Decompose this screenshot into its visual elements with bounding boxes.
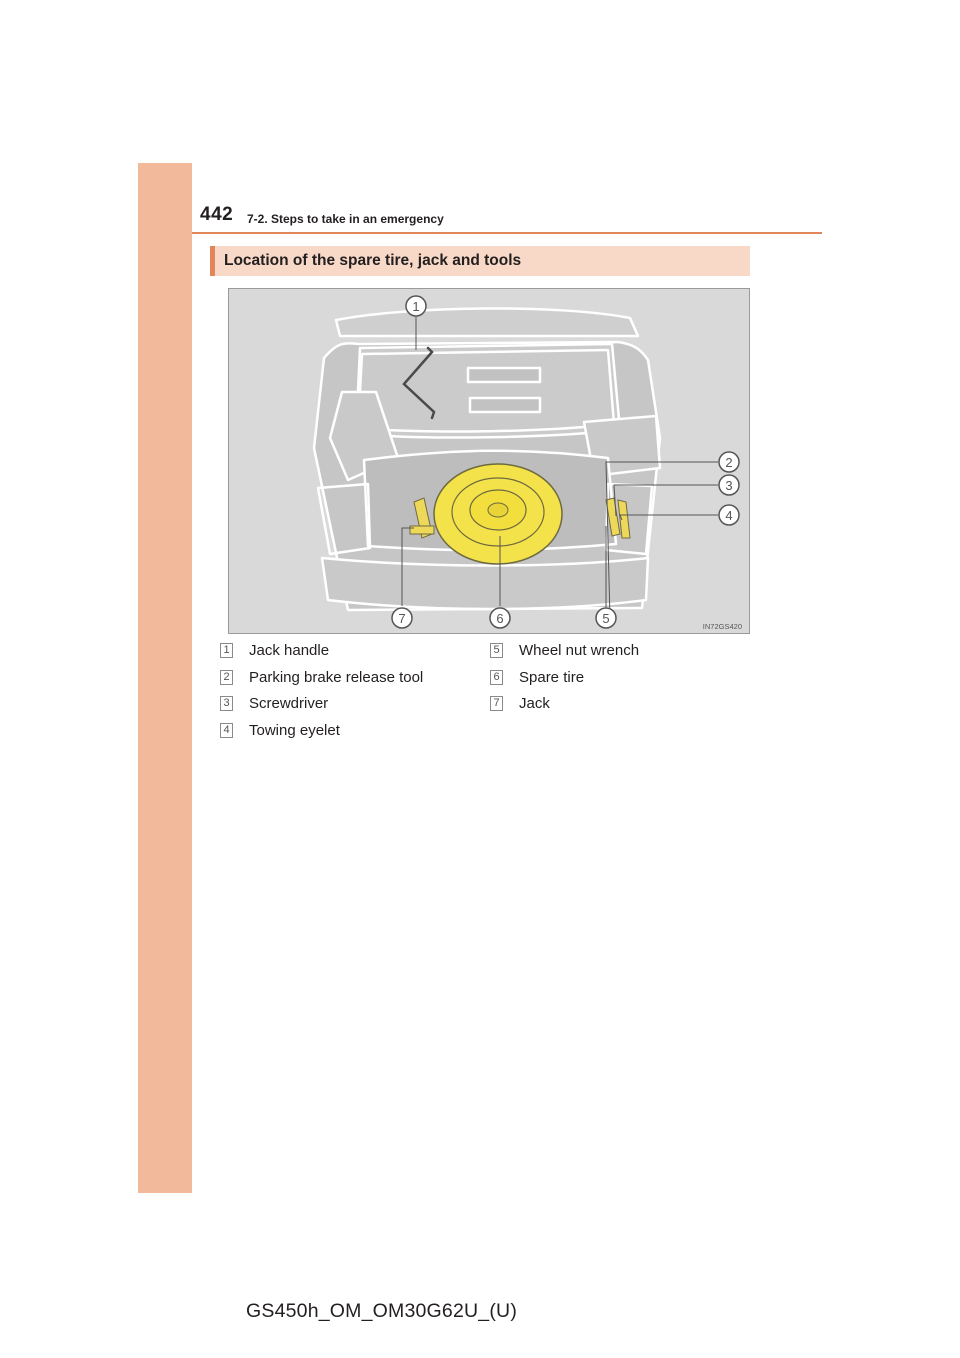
callout-1: 1 <box>412 299 420 314</box>
legend-number: 1 <box>220 643 233 658</box>
legend-number: 5 <box>490 643 503 658</box>
legend-label: Wheel nut wrench <box>519 641 640 659</box>
callout-3: 3 <box>725 478 733 493</box>
legend-label: Spare tire <box>519 668 585 686</box>
legend-label: Jack <box>519 694 550 712</box>
header-rule <box>192 232 822 234</box>
section-title: 7-2. Steps to take in an emergency <box>247 212 444 226</box>
side-tab <box>138 163 192 1193</box>
legend-item-towing-eyelet <box>220 721 340 739</box>
legend-number: 3 <box>220 696 233 711</box>
legend-label: Parking brake release tool <box>249 668 424 686</box>
figure-code: IN72GS420 <box>702 622 742 631</box>
legend-item-jack <box>490 694 550 712</box>
legend-item-parking-brake-release-tool <box>220 668 423 686</box>
legend-number: 6 <box>490 670 503 685</box>
legend-number: 2 <box>220 670 233 685</box>
legend-number: 7 <box>490 696 503 711</box>
callout-6: 6 <box>496 611 504 626</box>
legend-number: 4 <box>220 723 233 738</box>
footer-document-code: GS450h_OM_OM30G62U_(U) <box>246 1300 518 1322</box>
heading-accent <box>210 246 215 276</box>
callout-4: 4 <box>725 508 733 523</box>
car-body-drawing <box>314 308 660 610</box>
trunk-illustration <box>228 288 750 634</box>
callout-2: 2 <box>725 455 733 470</box>
legend-item-spare-tire <box>490 668 584 686</box>
callout-5: 5 <box>602 611 610 626</box>
callout-7: 7 <box>398 611 406 626</box>
page-number: 442 <box>200 204 234 225</box>
legend-label: Screwdriver <box>249 694 329 712</box>
spare-tire-drawing <box>434 464 562 564</box>
legend-label: Towing eyelet <box>249 721 340 739</box>
legend-label: Jack handle <box>249 641 330 659</box>
heading-text: Location of the spare tire, jack and tools <box>224 252 522 269</box>
legend-item-jack-handle <box>220 641 329 659</box>
legend-item-screwdriver <box>220 694 328 712</box>
legend-item-wheel-nut-wrench <box>490 641 639 659</box>
section-heading <box>210 246 750 276</box>
